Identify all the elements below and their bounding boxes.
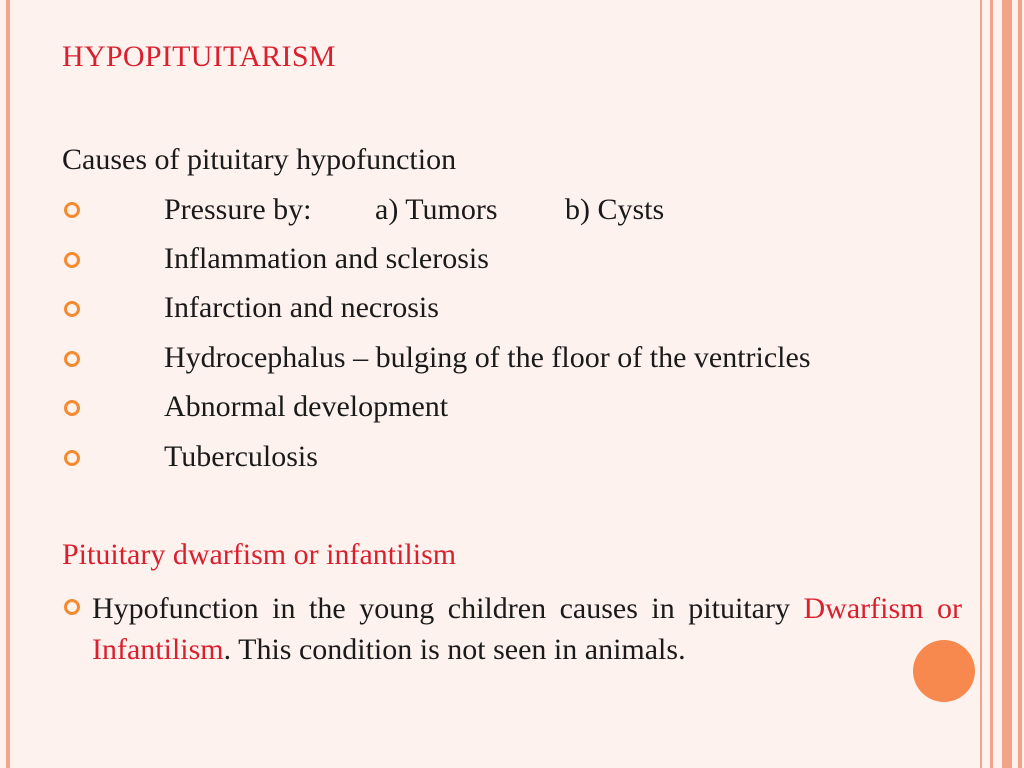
dwarfism-heading: Pituitary dwarfism or infantilism xyxy=(62,538,457,571)
list-item: Infarction and necrosis xyxy=(164,291,439,324)
list-item-pressure xyxy=(164,193,311,227)
bullet-icon xyxy=(64,450,80,466)
list-item: Abnormal development xyxy=(164,390,449,423)
bullet-icon xyxy=(64,202,80,218)
pressure-option-a: a) Tumors xyxy=(375,193,498,226)
pressure-option-b: b) Cysts xyxy=(565,193,665,226)
list-item: Inflammation and sclerosis xyxy=(164,242,489,275)
paragraph-highlight: Dwarfism or Infantilism xyxy=(92,592,962,666)
list-item: Hydrocephalus – bulging of the floor of the ventricles xyxy=(164,341,811,374)
bullet-icon xyxy=(64,599,80,615)
dwarfism-paragraph xyxy=(92,588,962,670)
bullet-icon xyxy=(64,400,80,416)
bullet-icon xyxy=(64,301,80,317)
right-decorative-stripes xyxy=(980,0,1024,768)
slide-title: HYPOPITUITARISM xyxy=(62,40,336,73)
list-item: Tuberculosis xyxy=(164,440,318,473)
paragraph-text-end: . This condition is not seen in animals. xyxy=(223,633,686,666)
bullet-icon xyxy=(64,351,80,367)
pressure-label: Pressure by: xyxy=(164,193,312,226)
paragraph-text-start: Hypofunction in the young children causes in pituitary xyxy=(92,592,790,625)
causes-heading: Causes of pituitary hypofunction xyxy=(62,143,457,176)
decorative-circle xyxy=(913,640,975,702)
left-border-line xyxy=(6,0,10,768)
bullet-icon xyxy=(64,252,80,268)
